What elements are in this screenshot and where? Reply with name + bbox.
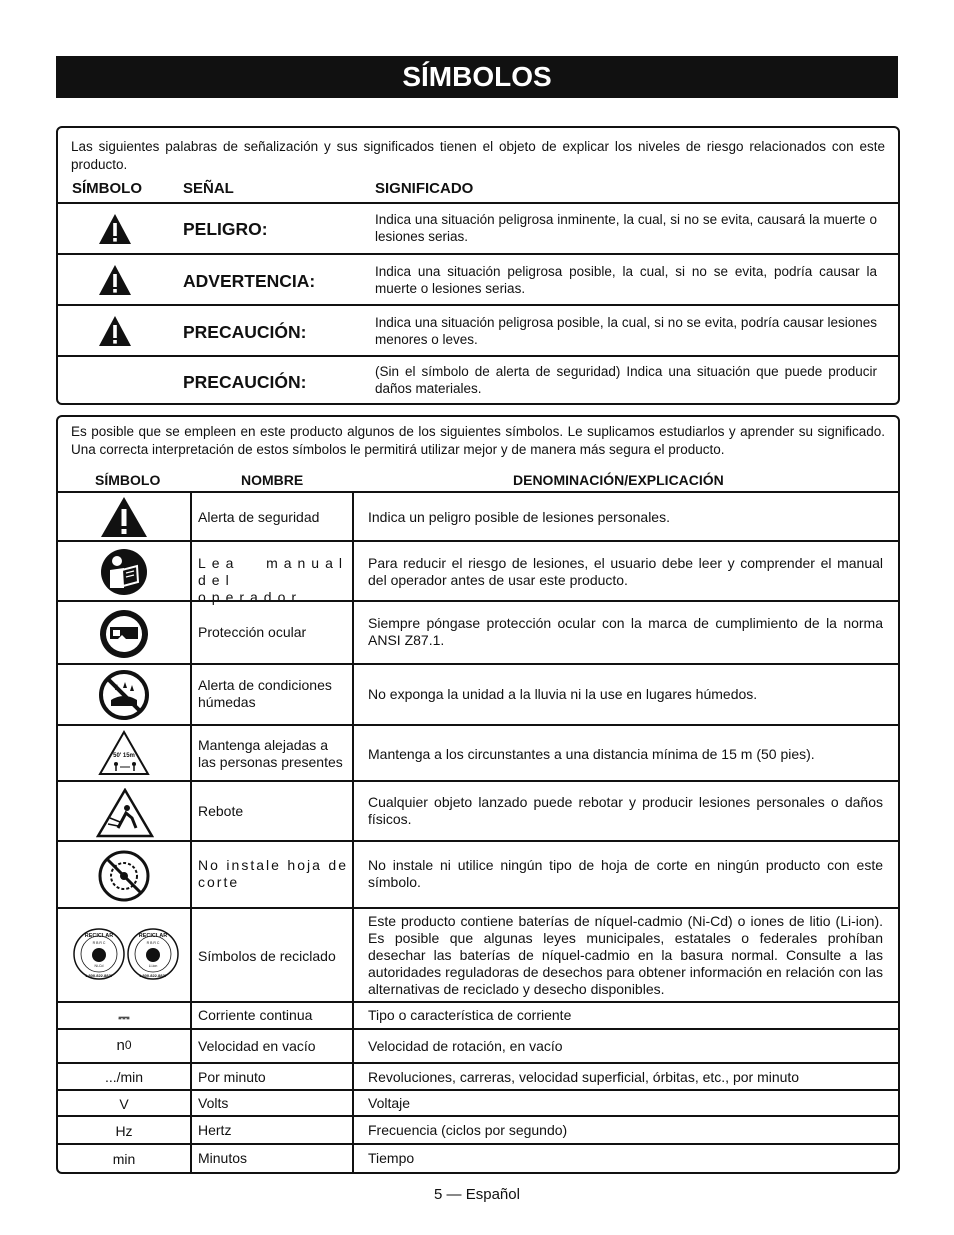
signal-name: PRECAUCIÓN:	[183, 372, 307, 392]
warning-triangle-icon	[98, 315, 132, 347]
symbol-name: Mantenga alejadas a las personas presentes	[198, 737, 343, 770]
hertz-symbol: Hz	[115, 1123, 133, 1139]
table-row	[58, 491, 898, 541]
symbol-explanation: Voltaje	[368, 1095, 411, 1111]
symbol-name: No instale hoja de corte	[198, 857, 348, 890]
symbol-name: Volts	[198, 1095, 229, 1111]
symbol-name: Corriente continua	[198, 1007, 313, 1023]
symbol-name: Alerta de condiciones húmedas	[198, 677, 332, 710]
signal-intro: Las siguientes palabras de señalización y sus significados tienen el objeto de explicar los niveles de riesgo relacionados con este producto.	[71, 139, 885, 172]
signal-row-peligro	[58, 202, 898, 254]
header-explanation: DENOMINACIÓN/EXPLICACIÓN	[513, 472, 724, 488]
symbol-name: Minutos	[198, 1150, 248, 1166]
warning-triangle-icon	[98, 264, 132, 296]
symbols-box	[56, 415, 900, 1174]
signal-meaning: (Sin el símbolo de alerta de seguridad) Indica una situación que puede producir daños materiales.	[375, 364, 877, 396]
table-row	[58, 1062, 898, 1090]
table-row	[58, 724, 898, 781]
table-row	[58, 1001, 898, 1029]
table-row	[58, 840, 898, 908]
svg-text:Li-ion: Li-ion	[148, 964, 158, 968]
signal-row-precaucion-no-symbol	[58, 355, 898, 403]
recycle-seal-icon	[126, 927, 180, 981]
read-manual-icon	[100, 548, 148, 596]
symbol-explanation: Velocidad de rotación, en vacío	[368, 1038, 563, 1054]
recycle-seal-icon	[72, 927, 126, 981]
svg-text:1.800.822.8837: 1.800.822.8837	[85, 973, 113, 978]
table-row	[58, 1115, 898, 1144]
warning-triangle-icon	[98, 213, 132, 245]
signal-name: PRECAUCIÓN:	[183, 322, 307, 342]
symbol-explanation: Tiempo	[368, 1150, 415, 1166]
symbol-subscript: 0	[124, 1038, 132, 1052]
table-row	[58, 780, 898, 841]
svg-text:50' 15m: 50' 15m	[113, 753, 135, 759]
ricochet-icon	[96, 788, 154, 838]
symbol-name: Lea manual del operador	[198, 555, 348, 605]
symbol-name: Por minuto	[198, 1069, 266, 1085]
symbol-explanation: Para reducir el riesgo de lesiones, el usuario debe leer y comprender el manual del operador antes de usar este producto.	[368, 555, 883, 588]
table-row	[58, 663, 898, 725]
per-minute-symbol: .../min	[104, 1069, 144, 1085]
header-meaning: SIGNIFICADO	[375, 180, 474, 197]
signal-meaning: Indica una situación peligrosa posible, la cual, si no se evita, podría causar lesiones menores o leves.	[375, 315, 877, 347]
keep-bystanders-away-icon	[98, 730, 150, 776]
minutes-symbol: min	[112, 1151, 136, 1167]
svg-text:R B R C: R B R C	[92, 941, 106, 945]
volts-symbol: V	[119, 1096, 129, 1112]
symbol-explanation: Cualquier objeto lanzado puede rebotar y producir lesiones personales o daños físicos.	[368, 794, 883, 827]
page-title: SÍMBOLOS	[56, 56, 898, 98]
eye-protection-icon	[98, 609, 150, 659]
signal-meaning: Indica una situación peligrosa inminente, la cual, si no se evita, causará la muerte o lesiones serias.	[375, 212, 877, 244]
symbol-name: Hertz	[198, 1122, 232, 1138]
signal-row-precaucion	[58, 304, 898, 356]
header-signal: SEÑAL	[183, 180, 234, 197]
svg-text:Ni-Cd: Ni-Cd	[94, 964, 104, 968]
header-symbol: SÍMBOLO	[95, 472, 161, 488]
table-row	[58, 1028, 898, 1063]
symbol-explanation: Indica un peligro posible de lesiones personales.	[368, 509, 670, 525]
header-name: NOMBRE	[241, 472, 304, 488]
table-row	[58, 1089, 898, 1116]
wet-conditions-icon	[99, 670, 149, 720]
symbol-explanation: Tipo o característica de corriente	[368, 1007, 572, 1023]
symbol-explanation: Este producto contiene baterías de níquel-cadmio (Ni-Cd) o iones de litio (Li-ion). Es posible que algunas leyes municipales, estatales o federales prohíban desechar las baterías de níquel-cadmio en la basura normal. Consulte a las autoridades reguladoras de desechos para obtener información en relación con las alternativas de reciclado y desecho disponibles.	[368, 913, 883, 997]
symbol-name: Alerta de seguridad	[198, 509, 320, 525]
svg-text:R B R C: R B R C	[146, 941, 160, 945]
symbol-name: Símbolos de reciclado	[198, 948, 336, 964]
dc-current-symbol: ⎓	[118, 1008, 130, 1025]
table-row	[58, 907, 898, 1002]
symbol-explanation: Siempre póngase protección ocular con la marca de cumplimiento de la norma ANSI Z87.1.	[368, 615, 883, 648]
symbol-name: Rebote	[198, 803, 244, 819]
symbol-explanation: Frecuencia (ciclos por segundo)	[368, 1122, 568, 1138]
page-footer: 5 — Español	[434, 1186, 520, 1203]
no-load-speed-symbol	[58, 1034, 190, 1056]
signal-words-box	[56, 126, 900, 405]
table-row	[58, 1143, 898, 1172]
signal-name: PELIGRO:	[183, 219, 268, 239]
symbol-explanation: Mantenga a los circunstantes a una distancia mínima de 15 m (50 pies).	[368, 746, 815, 762]
svg-text:RECICLAR: RECICLAR	[84, 933, 114, 939]
header-symbol: SÍMBOLO	[72, 180, 142, 197]
signal-name: ADVERTENCIA:	[183, 271, 316, 291]
safety-alert-icon	[100, 496, 148, 538]
svg-text:1.800.822.8837: 1.800.822.8837	[139, 973, 167, 978]
table-row	[58, 600, 898, 664]
symbol-explanation: Revoluciones, carreras, velocidad superficial, órbitas, etc., por minuto	[368, 1069, 800, 1085]
symbol-name: Protección ocular	[198, 624, 307, 640]
table-row	[58, 540, 898, 605]
no-blade-icon	[98, 850, 150, 902]
signal-meaning: Indica una situación peligrosa posible, la cual, si no se evita, podría causar la muerte o lesiones serias.	[375, 264, 877, 296]
symbol-name: Velocidad en vacío	[198, 1038, 316, 1054]
signal-row-advertencia	[58, 253, 898, 305]
symbol-explanation: No exponga la unidad a la lluvia ni la use en lugares húmedos.	[368, 686, 758, 702]
symbol-explanation: No instale ni utilice ningún tipo de hoja de corte en ningún producto con este símbolo.	[368, 857, 883, 890]
symbols-intro: Es posible que se empleen en este producto algunos de los siguientes símbolos. Le suplicamos estudiarlos y aprender su significado. Una correcta interpretación de estos símbolos le permitirá utilizar mejor y de manera más segura el producto.	[71, 424, 885, 457]
svg-text:RECICLAR: RECICLAR	[138, 933, 168, 939]
symbol-n: n	[116, 1036, 125, 1054]
